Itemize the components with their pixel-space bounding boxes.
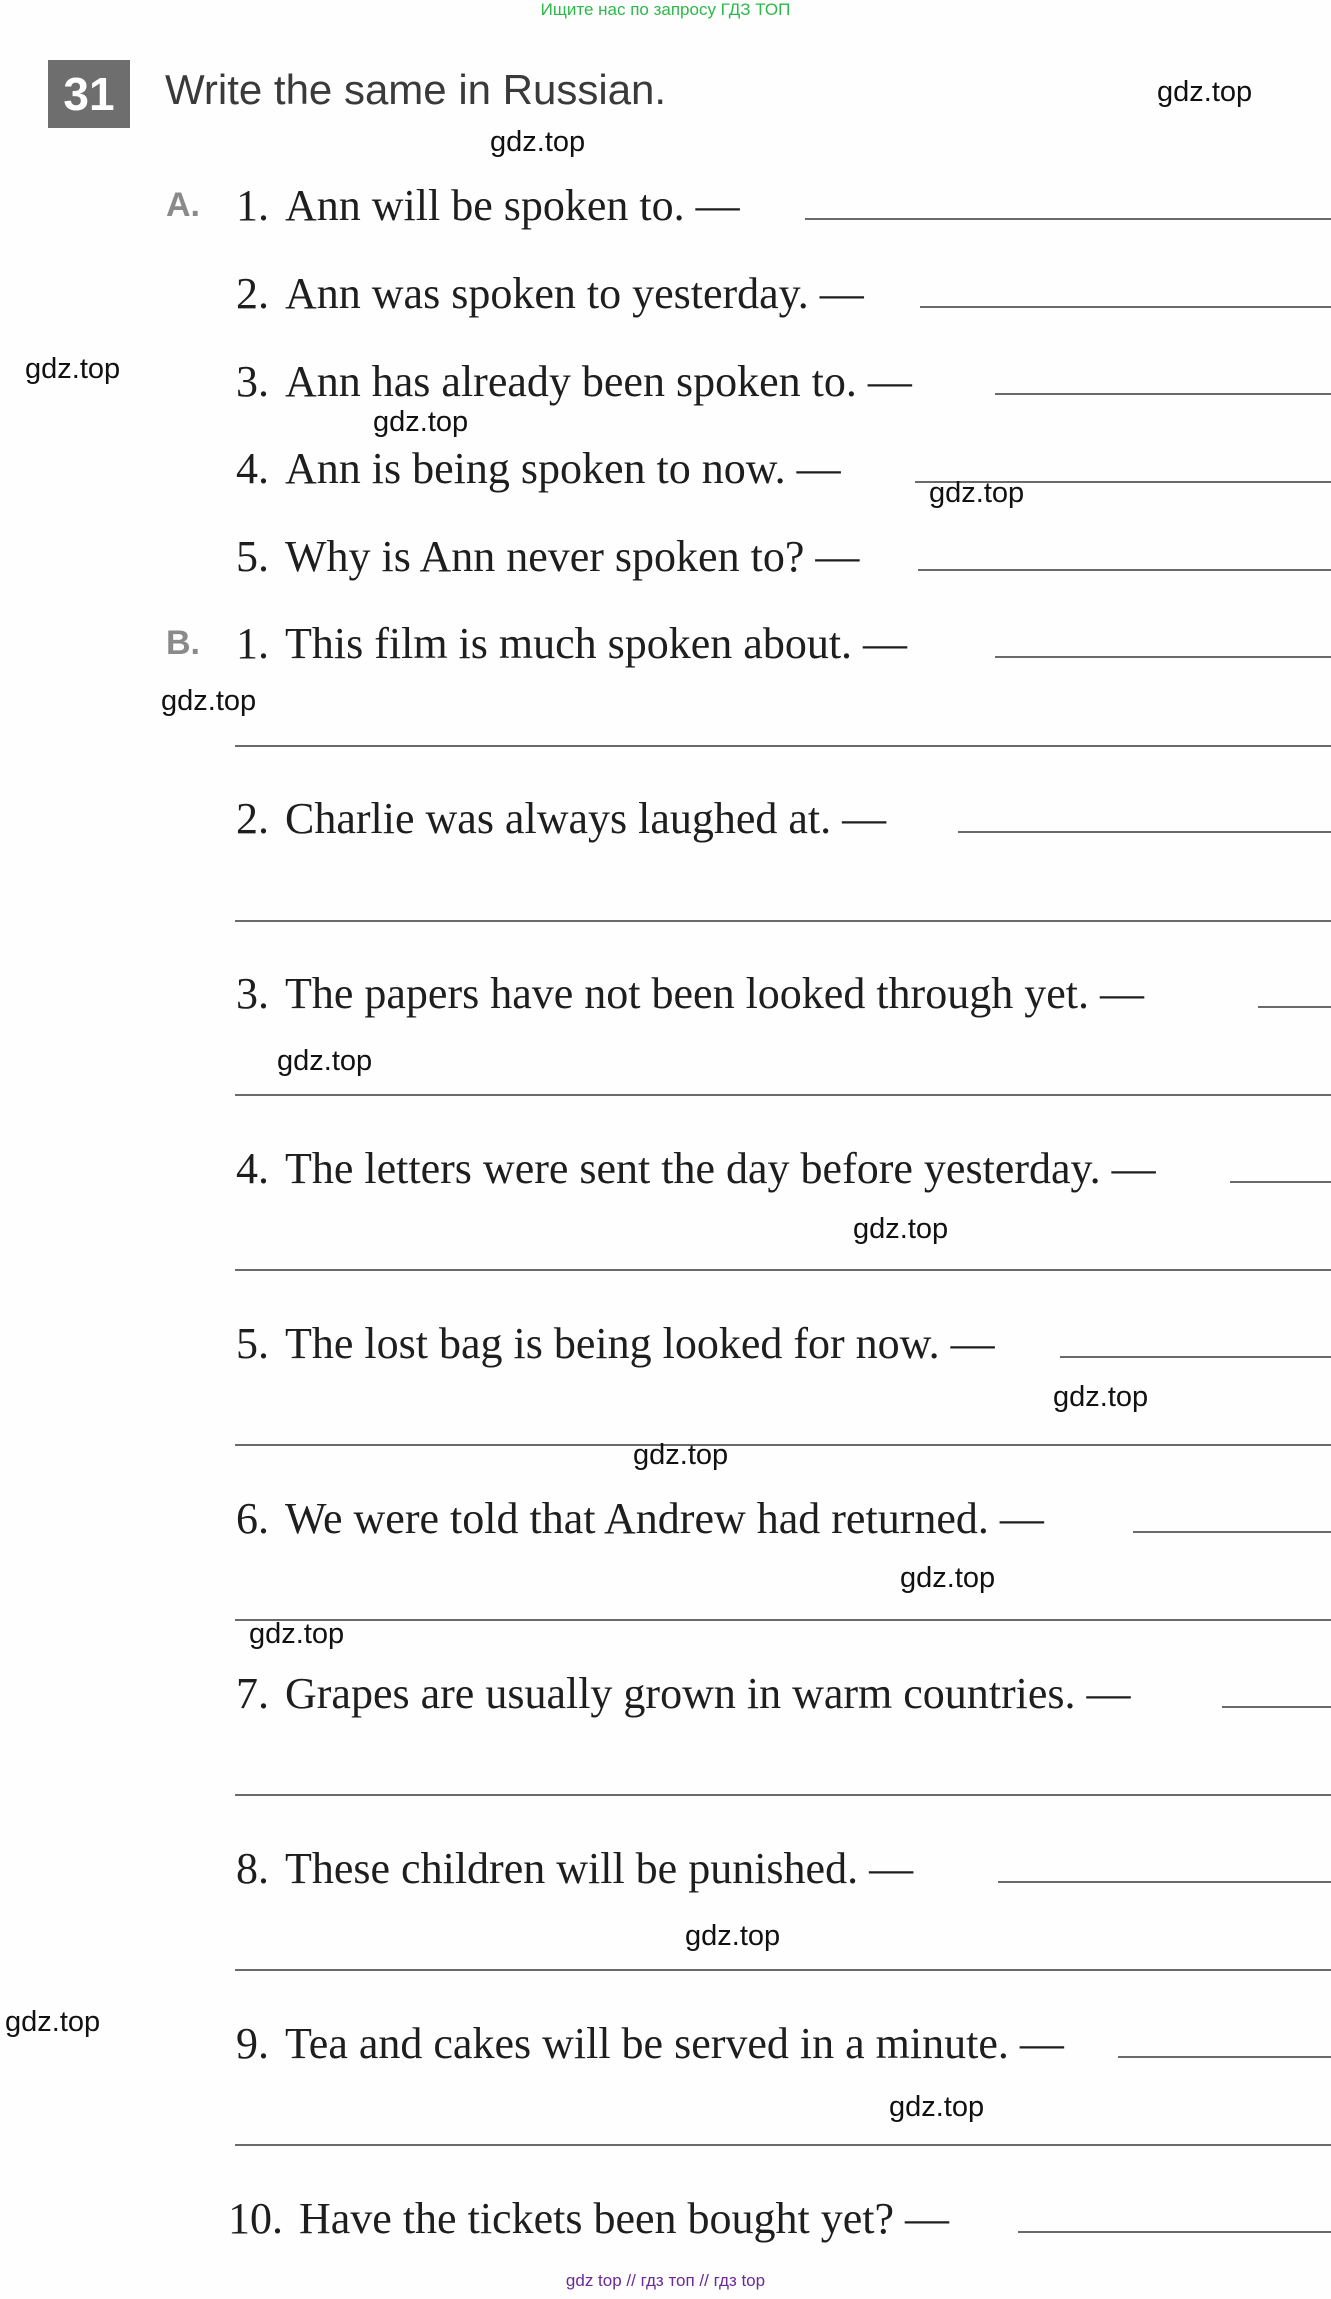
watermark: gdz.top [633,1439,729,1471]
exercise-item [236,1668,1131,1719]
answer-line[interactable] [1018,2231,1331,2233]
exercise-number-badge: 31 [48,60,130,128]
exercise-item [236,1843,913,1894]
answer-line[interactable] [235,1969,1331,1971]
top-banner[interactable]: Ищите нас по запросу ГДЗ ТОП [540,0,791,19]
item-sentence: Ann is being spoken to now. — [285,444,841,493]
answer-line[interactable] [958,831,1331,833]
answer-line[interactable] [920,306,1331,308]
answer-line[interactable] [998,1881,1331,1883]
item-sentence: These children will be punished. — [285,1844,914,1893]
item-number: 6. [236,1494,269,1543]
section-a-label: A. [166,186,200,224]
section-b-label: B. [166,624,200,662]
watermark: gdz.top [161,685,257,717]
watermark: gdz.top [889,2091,985,2123]
exercise-item [236,1318,995,1369]
exercise-item [236,1493,1044,1544]
answer-line[interactable] [235,1269,1331,1271]
answer-line[interactable] [235,745,1331,747]
item-number: 4. [236,444,269,493]
item-sentence: The letters were sent the day before yesterday. — [285,1144,1156,1193]
watermark: gdz.top [900,1562,996,1594]
item-sentence: Have the tickets been bought yet? — [299,2194,950,2243]
answer-line[interactable] [1118,2056,1331,2058]
item-number: 3. [236,357,269,406]
watermark: gdz.top [490,126,586,158]
answer-line[interactable] [235,1619,1331,1621]
item-sentence: Ann will be spoken to. — [285,181,740,230]
watermark: gdz.top [249,1618,345,1650]
item-number: 8. [236,1844,269,1893]
watermark: gdz.top [685,1920,781,1952]
item-sentence: This film is much spoken about. — [285,619,908,668]
watermark: gdz.top [1053,1381,1149,1413]
watermark: gdz.top [1157,76,1253,108]
item-number: 2. [236,269,269,318]
exercise-item [236,1143,1156,1194]
answer-line[interactable] [235,1444,1331,1446]
exercise-item [236,2018,1064,2069]
item-number: 5. [236,532,269,581]
answer-line[interactable] [235,2144,1331,2146]
exercise-item [236,968,1144,1019]
item-sentence: We were told that Andrew had returned. — [285,1494,1044,1543]
exercise-item [236,180,740,231]
answer-line[interactable] [235,920,1331,922]
watermark: gdz.top [929,477,1025,509]
item-sentence: Ann was spoken to yesterday. — [285,269,864,318]
answer-line[interactable] [918,569,1331,571]
answer-line[interactable] [1230,1181,1331,1183]
item-number: 10. [228,2194,283,2243]
exercise-item [236,531,859,582]
item-number: 2. [236,794,269,843]
watermark: gdz.top [25,353,121,385]
exercise-title: Write the same in Russian. [165,66,667,113]
exercise-item [228,2193,949,2244]
exercise-item [236,268,864,319]
watermark: gdz.top [853,1213,949,1245]
watermark: gdz.top [277,1045,373,1077]
exercise-item [236,618,907,669]
answer-line[interactable] [235,1794,1331,1796]
answer-line[interactable] [805,218,1331,220]
item-number: 4. [236,1144,269,1193]
exercise-item [236,356,912,407]
answer-line[interactable] [995,393,1331,395]
answer-line[interactable] [1133,1531,1331,1533]
item-sentence: The papers have not been looked through yet. — [285,969,1144,1018]
item-number: 1. [236,181,269,230]
item-number: 3. [236,969,269,1018]
footer-links[interactable]: gdz top // гдз топ // гдз top [565,2271,766,2290]
answer-line[interactable] [1258,1006,1331,1008]
item-sentence: Tea and cakes will be served in a minute. — [285,2019,1064,2068]
answer-line[interactable] [995,656,1331,658]
watermark: gdz.top [5,2006,101,2038]
item-sentence: Charlie was always laughed at. — [285,794,887,843]
answer-line[interactable] [235,1094,1331,1096]
item-sentence: Ann has already been spoken to. — [285,357,912,406]
exercise-item [236,443,841,494]
item-number: 7. [236,1669,269,1718]
watermark: gdz.top [373,406,469,438]
item-sentence: Why is Ann never spoken to? — [285,532,860,581]
item-sentence: Grapes are usually grown in warm countries. — [285,1669,1131,1718]
exercise-item [236,793,886,844]
item-number: 9. [236,2019,269,2068]
item-number: 5. [236,1319,269,1368]
item-sentence: The lost bag is being looked for now. — [285,1319,995,1368]
answer-line[interactable] [1060,1356,1331,1358]
item-number: 1. [236,619,269,668]
answer-line[interactable] [1222,1706,1331,1708]
